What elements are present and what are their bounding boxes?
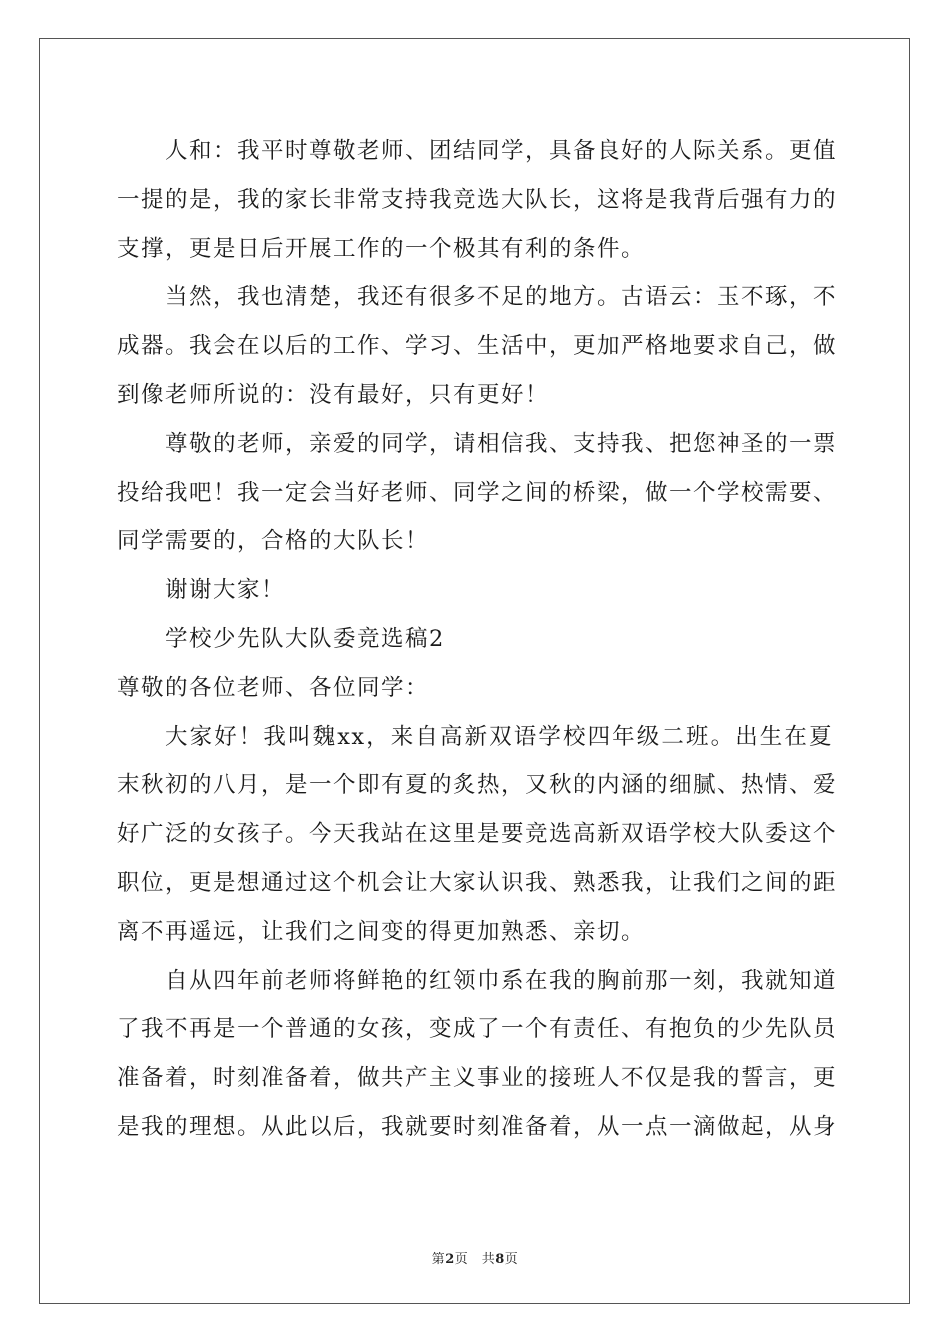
paragraph bbox=[117, 420, 838, 566]
text-line: 尊敬的各位老师、各位同学： bbox=[117, 674, 430, 701]
text-line: 当然，我也清楚，我还有很多不足的地方。古语云：玉不琢，不 bbox=[165, 284, 838, 311]
text-line: 同学需要的，合格的大队长！ bbox=[117, 528, 430, 555]
text-line: 自从四年前老师将鲜艳的红领巾系在我的胸前那一刻，我就知道 bbox=[165, 967, 838, 994]
text-line: 了我不再是一个普通的女孩，变成了一个有责任、有抱负的少先队员 bbox=[117, 1016, 838, 1043]
paragraph bbox=[117, 713, 838, 957]
text-line: 到像老师所说的：没有最好，只有更好！ bbox=[117, 381, 550, 408]
footer-mid: 页 共 bbox=[454, 1252, 496, 1267]
paragraph bbox=[117, 127, 838, 273]
footer-suffix: 页 bbox=[504, 1252, 519, 1267]
footer-prefix: 第 bbox=[431, 1252, 446, 1267]
text-line: 职位，更是想通过这个机会让大家认识我、熟悉我，让我们之间的距 bbox=[117, 869, 838, 896]
total-page-number: 8 bbox=[495, 1252, 505, 1267]
text-line: 尊敬的老师，亲爱的同学，请相信我、支持我、把您神圣的一票 bbox=[165, 430, 838, 457]
text-line: 好广泛的女孩子。今天我站在这里是要竞选高新双语学校大队委这个 bbox=[117, 821, 838, 848]
text-line: 成器。我会在以后的工作、学习、生活中，更加严格地要求自己，做 bbox=[117, 333, 838, 360]
paragraph bbox=[117, 273, 838, 419]
text-line: 离不再遥远，让我们之间变的得更加熟悉、亲切。 bbox=[117, 918, 646, 945]
paragraph bbox=[117, 957, 838, 1152]
paragraph bbox=[117, 566, 833, 615]
text-line: 是我的理想。从此以后，我就要时刻准备着，从一点一滴做起，从身 bbox=[117, 1113, 838, 1140]
paragraph bbox=[117, 664, 833, 713]
text-line: 准备着，时刻准备着，做共产主义事业的接班人不仅是我的誓言，更 bbox=[117, 1065, 838, 1092]
text-line: 末秋初的八月，是一个即有夏的炙热，又秋的内涵的细腻、热情、爱 bbox=[117, 772, 838, 799]
document-body bbox=[117, 127, 838, 1152]
current-page-number: 2 bbox=[445, 1252, 455, 1267]
text-line: 谢谢大家！ bbox=[165, 577, 286, 604]
text-line: 学校少先队大队委竞选稿2 bbox=[165, 625, 445, 652]
text-line: 人和：我平时尊敬老师、团结同学，具备良好的人际关系。更值 bbox=[165, 138, 838, 164]
text-line: 投给我吧！我一定会当好老师、同学之间的桥梁，做一个学校需要、 bbox=[117, 479, 838, 506]
page-footer bbox=[0, 1248, 950, 1267]
text-line: 支撑，更是日后开展工作的一个极其有利的条件。 bbox=[117, 235, 646, 262]
text-line: 大家好！我叫魏xx，来自高新双语学校四年级二班。出生在夏 bbox=[165, 723, 833, 750]
paragraph bbox=[117, 615, 833, 664]
text-line: 一提的是，我的家长非常支持我竞选大队长，这将是我背后强有力的 bbox=[117, 186, 838, 213]
